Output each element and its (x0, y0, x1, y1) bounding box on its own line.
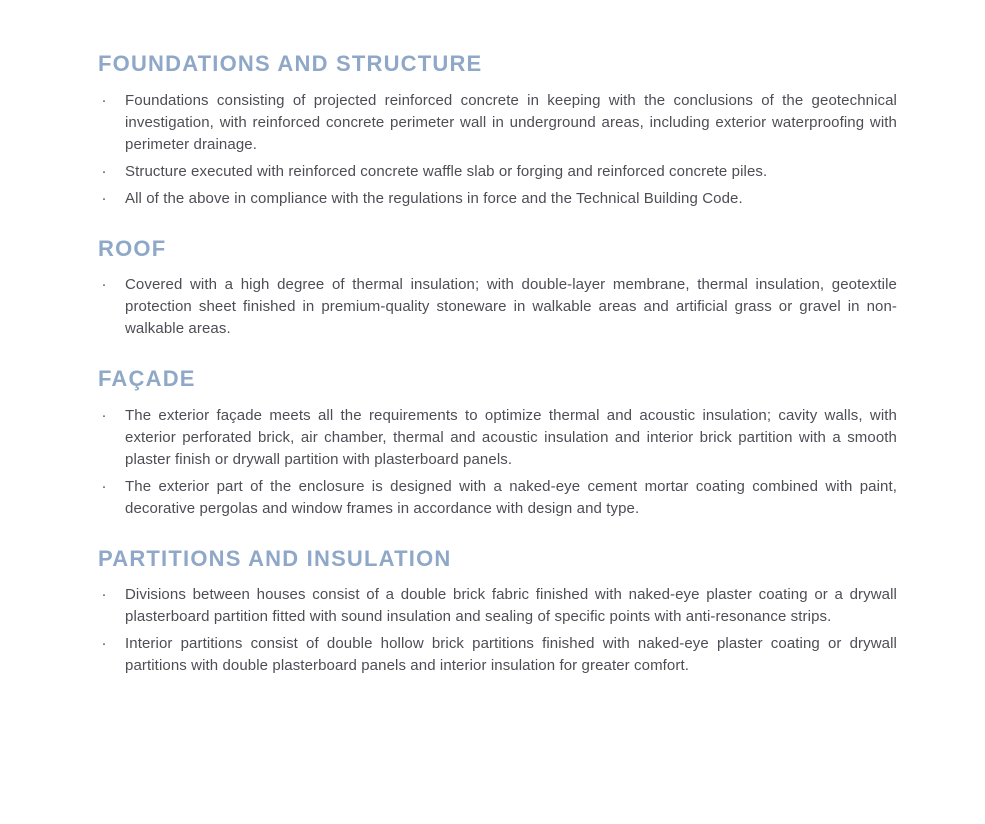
bullet-list (98, 405, 897, 520)
bullet-dot-icon: · (101, 162, 107, 180)
bullet-item (98, 188, 897, 210)
section-heading: ROOF (98, 235, 167, 261)
section-foundations-and-structure (98, 50, 897, 210)
section-roof (98, 235, 897, 341)
bullet-text: The exterior façade meets all the requirements to optimize thermal and acoustic insulation; cavity walls, with exterior perforated brick, air chamber, thermal and acoustic insulation and interior brick partition with a smooth plaster finish or drywall partition with plasterboard panels. (125, 406, 897, 468)
section-partitions-and-insulation (98, 545, 897, 678)
bullet-dot-icon: · (101, 635, 107, 652)
section-heading: FOUNDATIONS AND STRUCTURE (98, 51, 483, 76)
bullet-text: Divisions between houses consist of a double brick fabric finished with naked-eye plaster coating or a drywall plasterboard partition fitted with sound insulation and sealing of specific points with anti-resonance strips. (125, 586, 897, 625)
bullet-list (98, 274, 897, 340)
bullet-dot-icon: · (101, 586, 107, 603)
bullet-text: All of the above in compliance with the regulations in force and the Technical Building Code. (125, 189, 743, 207)
section-heading: PARTITIONS AND INSULATION (98, 545, 452, 571)
bullet-text: Covered with a high degree of thermal insulation; with double-layer membrane, thermal insulation, geotextile protection sheet finished in premium-quality stoneware in walkable areas and artificial grass or gravel in non-walkable areas. (125, 276, 897, 337)
section-heading: FAÇADE (98, 366, 196, 391)
section-facade (98, 365, 897, 520)
bullet-text: Interior partitions consist of double hollow brick partitions finished with naked-eye plaster coating or drywall partitions with double plasterboard panels and interior insulation for greater comfort. (125, 635, 897, 674)
bullet-item (98, 405, 897, 471)
bullet-list (98, 90, 897, 210)
bullet-dot-icon: · (101, 189, 107, 207)
bullet-dot-icon: · (101, 477, 107, 495)
bullet-item (98, 633, 897, 677)
bullet-item (98, 161, 897, 183)
bullet-item (98, 274, 897, 340)
bullet-text: The exterior part of the enclosure is designed with a naked-eye cement mortar coating combined with paint, decorative pergolas and window frames in accordance with design and type. (125, 477, 897, 517)
bullet-item (98, 584, 897, 628)
bullet-dot-icon: · (101, 276, 107, 293)
bullet-dot-icon: · (101, 406, 107, 424)
bullet-list (98, 584, 897, 677)
bullet-text: Foundations consisting of projected reinforced concrete in keeping with the conclusions of the geotechnical investigation, with reinforced concrete perimeter wall in underground areas, including exterior waterproofing with perimeter drainage. (125, 91, 897, 153)
bullet-item (98, 476, 897, 520)
bullet-item (98, 90, 897, 156)
bullet-text: Structure executed with reinforced concrete waffle slab or forging and reinforced concrete piles. (125, 162, 768, 180)
bullet-dot-icon: · (101, 91, 107, 109)
